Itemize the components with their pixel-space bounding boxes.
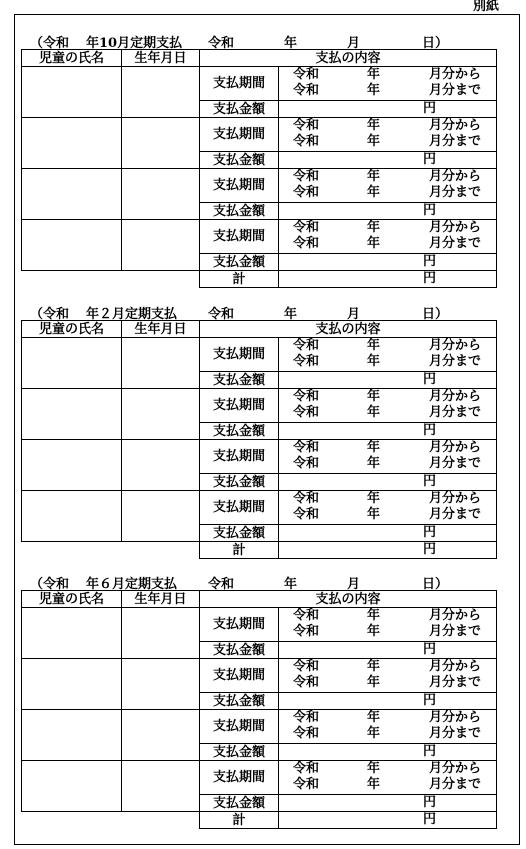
col-child-name: 児童の氏名 <box>22 321 122 338</box>
year-from: 年 <box>367 659 381 674</box>
table-row <box>22 118 497 152</box>
date-of-birth-cell[interactable] <box>122 169 200 220</box>
era-from: 令和 <box>293 608 320 623</box>
amount-label: 支払金額 <box>200 474 279 491</box>
col-child-name: 児童の氏名 <box>22 50 122 67</box>
period-label: 支払期間 <box>200 169 279 203</box>
month-to: 月分まで <box>429 236 482 251</box>
date-of-birth-cell[interactable] <box>122 389 200 440</box>
table-row <box>22 608 497 642</box>
child-name-cell[interactable] <box>22 118 122 169</box>
child-name-cell[interactable] <box>22 440 122 491</box>
amount-label: 支払金額 <box>200 744 279 761</box>
month-to: 月分まで <box>429 354 482 369</box>
yen-unit: 円 <box>423 693 437 708</box>
blank-cell <box>122 812 200 829</box>
month-from: 月分から <box>429 440 482 455</box>
child-name-cell[interactable] <box>22 220 122 271</box>
child-name-cell[interactable] <box>22 389 122 440</box>
year-to: 年 <box>367 624 381 639</box>
amount-value-cell[interactable] <box>279 152 497 169</box>
year-from: 年 <box>367 220 381 235</box>
table-row <box>22 389 497 423</box>
period-label: 支払期間 <box>200 118 279 152</box>
period-value-cell[interactable] <box>279 220 497 254</box>
payment-table <box>21 320 497 559</box>
amount-value-cell[interactable] <box>279 372 497 389</box>
child-name-cell[interactable] <box>22 67 122 118</box>
month-from: 月分から <box>429 659 482 674</box>
era-to: 令和 <box>293 236 320 251</box>
period-label: 支払期間 <box>200 440 279 474</box>
yen-unit: 円 <box>423 542 437 557</box>
payment-section <box>0 32 526 287</box>
table-row <box>22 659 497 693</box>
header-era: 令和 <box>208 36 235 51</box>
period-value-cell[interactable] <box>279 608 497 642</box>
payment-table <box>21 590 497 829</box>
year-from: 年 <box>367 440 381 455</box>
table-header-row <box>22 591 497 608</box>
month-to: 月分まで <box>429 185 482 200</box>
header-month: 月 <box>347 36 361 51</box>
table-header-row <box>22 50 497 67</box>
period-label: 支払期間 <box>200 491 279 525</box>
total-label: 計 <box>200 271 279 288</box>
era-to: 令和 <box>293 726 320 741</box>
table-row <box>22 338 497 372</box>
era-from: 令和 <box>293 710 320 725</box>
amount-label: 支払金額 <box>200 693 279 710</box>
total-value-cell[interactable] <box>279 271 497 288</box>
amount-value-cell[interactable] <box>279 795 497 812</box>
era-from: 令和 <box>293 169 320 184</box>
yen-unit: 円 <box>423 642 437 657</box>
amount-label: 支払金額 <box>200 254 279 271</box>
year-to: 年 <box>367 134 381 149</box>
period-label: 支払期間 <box>200 608 279 642</box>
period-value-cell[interactable] <box>279 710 497 744</box>
year-to: 年 <box>367 456 381 471</box>
yen-unit: 円 <box>423 152 437 167</box>
child-name-cell[interactable] <box>22 659 122 710</box>
period-label: 支払期間 <box>200 659 279 693</box>
amount-label: 支払金額 <box>200 525 279 542</box>
month-from: 月分から <box>429 67 482 82</box>
month-from: 月分から <box>429 338 482 353</box>
era-to: 令和 <box>293 405 320 420</box>
year-to: 年 <box>367 83 381 98</box>
month-to: 月分まで <box>429 83 482 98</box>
yen-unit: 円 <box>423 474 437 489</box>
amount-label: 支払金額 <box>200 152 279 169</box>
payment-table <box>21 49 497 288</box>
era-to: 令和 <box>293 83 320 98</box>
table-header-row <box>22 321 497 338</box>
amount-label: 支払金額 <box>200 642 279 659</box>
era-from: 令和 <box>293 389 320 404</box>
child-name-cell[interactable] <box>22 761 122 812</box>
year-to: 年 <box>367 675 381 690</box>
era-from: 令和 <box>293 220 320 235</box>
date-of-birth-cell[interactable] <box>122 440 200 491</box>
col-payment-content: 支払の内容 <box>200 50 497 67</box>
blank-cell <box>122 271 200 288</box>
month-to: 月分まで <box>429 405 482 420</box>
blank-cell <box>22 542 122 559</box>
era-to: 令和 <box>293 354 320 369</box>
amount-value-cell[interactable] <box>279 525 497 542</box>
era-to: 令和 <box>293 777 320 792</box>
date-of-birth-cell[interactable] <box>122 608 200 659</box>
month-from: 月分から <box>429 761 482 776</box>
col-date-of-birth: 生年月日 <box>122 50 200 67</box>
era-from: 令和 <box>293 338 320 353</box>
yen-unit: 円 <box>423 203 437 218</box>
era-from: 令和 <box>293 491 320 506</box>
date-of-birth-cell[interactable] <box>122 491 200 542</box>
year-to: 年 <box>367 726 381 741</box>
blank-cell <box>122 542 200 559</box>
year-from: 年 <box>367 389 381 404</box>
child-name-cell[interactable] <box>22 491 122 542</box>
period-value-cell[interactable] <box>279 440 497 474</box>
header-open: （令和 <box>30 307 70 322</box>
period-value-cell[interactable] <box>279 169 497 203</box>
col-payment-content: 支払の内容 <box>200 591 497 608</box>
month-to: 月分まで <box>429 624 482 639</box>
header-open: （令和 <box>30 577 70 592</box>
amount-value-cell[interactable] <box>279 203 497 220</box>
year-to: 年 <box>367 354 381 369</box>
header-day: 日） <box>422 36 449 51</box>
yen-unit: 円 <box>423 525 437 540</box>
header-title: 年２月定期支払 <box>86 307 178 322</box>
total-label: 計 <box>200 542 279 559</box>
page-label: 別紙 <box>473 0 500 14</box>
year-from: 年 <box>367 118 381 133</box>
yen-unit: 円 <box>423 372 437 387</box>
header-month: 月 <box>347 577 361 592</box>
period-label: 支払期間 <box>200 761 279 795</box>
era-to: 令和 <box>293 675 320 690</box>
year-from: 年 <box>367 67 381 82</box>
date-of-birth-cell[interactable] <box>122 67 200 118</box>
header-title: 年６月定期支払 <box>86 577 178 592</box>
header-day: 日） <box>422 307 449 322</box>
period-label: 支払期間 <box>200 710 279 744</box>
total-row <box>22 542 497 559</box>
amount-value-cell[interactable] <box>279 693 497 710</box>
amount-value-cell[interactable] <box>279 101 497 118</box>
period-value-cell[interactable] <box>279 389 497 423</box>
period-label: 支払期間 <box>200 389 279 423</box>
header-open: （令和 <box>30 36 70 51</box>
yen-unit: 円 <box>423 271 437 286</box>
date-of-birth-cell[interactable] <box>122 220 200 271</box>
year-to: 年 <box>367 236 381 251</box>
period-label: 支払期間 <box>200 67 279 101</box>
era-from: 令和 <box>293 761 320 776</box>
amount-value-cell[interactable] <box>279 423 497 440</box>
yen-unit: 円 <box>423 423 437 438</box>
period-value-cell[interactable] <box>279 659 497 693</box>
month-to: 月分まで <box>429 134 482 149</box>
total-row <box>22 812 497 829</box>
blank-cell <box>22 812 122 829</box>
header-era: 令和 <box>208 307 235 322</box>
month-from: 月分から <box>429 710 482 725</box>
header-year: 年 <box>284 307 298 322</box>
month-from: 月分から <box>429 118 482 133</box>
month-to: 月分まで <box>429 507 482 522</box>
era-from: 令和 <box>293 440 320 455</box>
table-row <box>22 710 497 744</box>
year-from: 年 <box>367 338 381 353</box>
era-from: 令和 <box>293 118 320 133</box>
total-value-cell[interactable] <box>279 542 497 559</box>
month-from: 月分から <box>429 608 482 623</box>
child-name-cell[interactable] <box>22 338 122 389</box>
amount-value-cell[interactable] <box>279 642 497 659</box>
payment-section <box>0 303 526 558</box>
yen-unit: 円 <box>423 254 437 269</box>
payment-section <box>0 573 526 828</box>
period-value-cell[interactable] <box>279 761 497 795</box>
era-to: 令和 <box>293 185 320 200</box>
year-from: 年 <box>367 608 381 623</box>
table-row <box>22 440 497 474</box>
child-name-cell[interactable] <box>22 608 122 659</box>
amount-label: 支払金額 <box>200 795 279 812</box>
date-of-birth-cell[interactable] <box>122 761 200 812</box>
amount-value-cell[interactable] <box>279 474 497 491</box>
col-child-name: 児童の氏名 <box>22 591 122 608</box>
month-to: 月分まで <box>429 726 482 741</box>
era-to: 令和 <box>293 624 320 639</box>
header-year: 年 <box>284 36 298 51</box>
header-title: 年10月定期支払 <box>86 36 183 51</box>
month-from: 月分から <box>429 491 482 506</box>
year-from: 年 <box>367 491 381 506</box>
period-value-cell[interactable] <box>279 118 497 152</box>
table-row <box>22 220 497 254</box>
date-of-birth-cell[interactable] <box>122 659 200 710</box>
era-from: 令和 <box>293 67 320 82</box>
amount-value-cell[interactable] <box>279 744 497 761</box>
header-era: 令和 <box>208 577 235 592</box>
era-to: 令和 <box>293 134 320 149</box>
col-date-of-birth: 生年月日 <box>122 591 200 608</box>
month-to: 月分まで <box>429 456 482 471</box>
amount-label: 支払金額 <box>200 372 279 389</box>
total-row <box>22 271 497 288</box>
period-value-cell[interactable] <box>279 338 497 372</box>
table-row <box>22 491 497 525</box>
period-value-cell[interactable] <box>279 491 497 525</box>
yen-unit: 円 <box>423 812 437 827</box>
header-month: 月 <box>347 307 361 322</box>
header-year: 年 <box>284 577 298 592</box>
period-label: 支払期間 <box>200 220 279 254</box>
month-to: 月分まで <box>429 777 482 792</box>
date-of-birth-cell[interactable] <box>122 118 200 169</box>
amount-label: 支払金額 <box>200 423 279 440</box>
table-row <box>22 169 497 203</box>
total-value-cell[interactable] <box>279 812 497 829</box>
month-from: 月分から <box>429 389 482 404</box>
era-to: 令和 <box>293 507 320 522</box>
year-to: 年 <box>367 185 381 200</box>
yen-unit: 円 <box>423 101 437 116</box>
year-from: 年 <box>367 169 381 184</box>
child-name-cell[interactable] <box>22 169 122 220</box>
year-to: 年 <box>367 507 381 522</box>
blank-cell <box>22 271 122 288</box>
year-from: 年 <box>367 761 381 776</box>
era-to: 令和 <box>293 456 320 471</box>
amount-label: 支払金額 <box>200 203 279 220</box>
month-from: 月分から <box>429 169 482 184</box>
period-value-cell[interactable] <box>279 67 497 101</box>
total-label: 計 <box>200 812 279 829</box>
amount-label: 支払金額 <box>200 101 279 118</box>
table-row <box>22 761 497 795</box>
period-label: 支払期間 <box>200 338 279 372</box>
col-payment-content: 支払の内容 <box>200 321 497 338</box>
header-day: 日） <box>422 577 449 592</box>
col-date-of-birth: 生年月日 <box>122 321 200 338</box>
year-from: 年 <box>367 710 381 725</box>
date-of-birth-cell[interactable] <box>122 338 200 389</box>
year-to: 年 <box>367 777 381 792</box>
table-row <box>22 67 497 101</box>
amount-value-cell[interactable] <box>279 254 497 271</box>
date-of-birth-cell[interactable] <box>122 710 200 761</box>
yen-unit: 円 <box>423 744 437 759</box>
month-from: 月分から <box>429 220 482 235</box>
child-name-cell[interactable] <box>22 710 122 761</box>
era-from: 令和 <box>293 659 320 674</box>
year-to: 年 <box>367 405 381 420</box>
month-to: 月分まで <box>429 675 482 690</box>
yen-unit: 円 <box>423 795 437 810</box>
